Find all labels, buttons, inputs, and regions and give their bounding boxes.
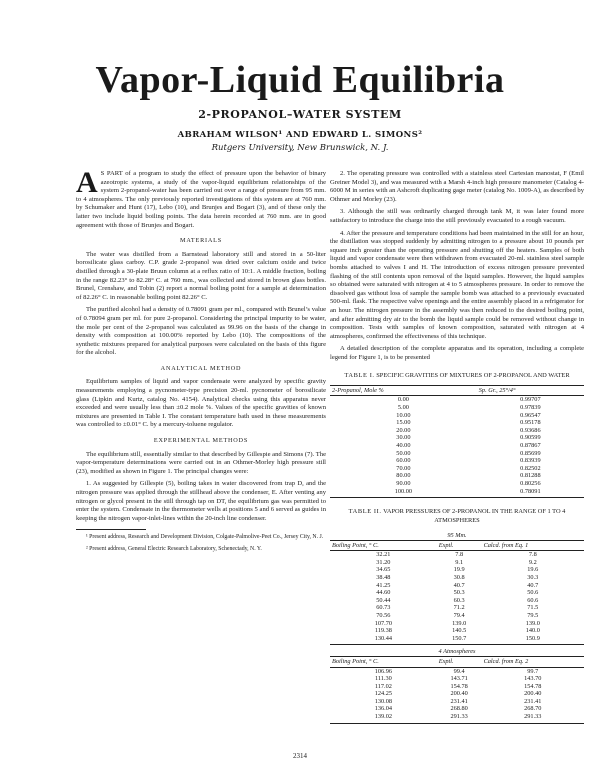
table-cell: 231.41 xyxy=(524,697,542,705)
article-subtitle: 2-PROPANOL–WATER SYSTEM xyxy=(198,108,402,121)
table-2-rows-part-1 xyxy=(330,551,584,645)
table-2-label: TABLE II. xyxy=(348,508,382,516)
table-cell: 80.00 xyxy=(396,472,411,480)
table-cell: 0.93686 xyxy=(520,426,541,434)
table-cell: 154.78 xyxy=(524,682,542,690)
table-1-header: Sp. Gr., 25°/4° xyxy=(477,385,584,396)
table-row xyxy=(330,612,584,620)
table-row xyxy=(330,442,584,450)
table-cell: 60.00 xyxy=(396,457,411,465)
table-2-subhead: 4 Atmospheres xyxy=(438,648,476,656)
table-cell: 291.33 xyxy=(437,713,482,723)
table-cell: 139.02 xyxy=(330,713,437,723)
table-cell: 150.9 xyxy=(482,635,584,645)
table-cell: 79.5 xyxy=(527,611,539,619)
table-row xyxy=(330,559,584,567)
table-cell: 136.04 xyxy=(374,705,393,713)
author-affiliation: Rutgers University, New Brunswick, N. J. xyxy=(211,143,389,153)
table-2-title: VAPOR PRESSURES OF 2-PROPANOL IN THE RANGE OF 1 TO 4 ATMOSPHERES xyxy=(383,508,566,524)
table-1-body xyxy=(330,396,584,498)
table-row xyxy=(330,551,584,559)
table-cell: 0.87867 xyxy=(520,442,541,450)
table-row xyxy=(330,690,584,698)
table-cell: 50.44 xyxy=(376,596,391,604)
table-row xyxy=(330,488,584,498)
table-cell: 130.08 xyxy=(374,697,393,705)
table-2-part-2 xyxy=(330,645,584,667)
table-1-label: TABLE I. xyxy=(344,372,375,380)
table-cell: 140.0 xyxy=(525,627,540,635)
table-cell: 34.65 xyxy=(376,566,391,574)
table-row xyxy=(330,427,584,435)
table-cell: 0.78091 xyxy=(477,488,584,498)
table-cell: 50.3 xyxy=(453,589,465,597)
table-cell: 0.00 xyxy=(397,396,409,404)
table-1-caption xyxy=(330,372,584,380)
table-cell: 60.3 xyxy=(453,596,465,604)
table-row xyxy=(330,472,584,480)
table-cell: 106.96 xyxy=(374,667,393,675)
experimental-heading: EXPERIMENTAL METHODS xyxy=(153,437,249,445)
table-row xyxy=(330,604,584,612)
table-cell: 0.96547 xyxy=(520,411,541,419)
table-cell: 40.7 xyxy=(453,581,465,589)
drop-cap: A xyxy=(76,166,98,199)
table-cell: 10.00 xyxy=(396,411,411,419)
table-cell: 15.00 xyxy=(396,419,411,427)
procedure-paragraph-4: 4. After the pressure and temperature conditions had been maintained in the still for an hour, the distillation was stopped suddenly by admitting nitrogen to a pressure about 10 pounds per square inch greater than the operating pressure and shutting off the heaters. Samples of both liquid and vapor condensate were then withdrawn from evacuated 20-ml. stainless steel sample bombs attached to valves I and H. The introduction of excess nitrogen pressure prevented flashing of the still contents upon removal of the liquid samples. However, the liquid samples so obtained were saturated with nitrogen at 4 to 5 atmospheres pressure. In order to remove the dissolved gas without loss of sample the sample bomb was attached to a previously evacuated 500-ml. flask. The respective valve openings and the entire assembly placed in a refrigerator for an hour. The nitrogen pressure in the assembly was then reduced to the desired boiling point, and after admitting dry air to the bomb the liquid sample could be removed without change in composition. Tests with samples of known composition, saturated with nitrogen at 4 atmospheres, confirmed the effectiveness of this technique. xyxy=(330,229,584,340)
left-column xyxy=(76,166,326,557)
analytical-paragraph: Equilibrium samples of liquid and vapor condensate were analyzed by specific gravity measurements employing a pycnometer-type precision 20-ml. pycnometer of borosilicate glass (Lipkin and Kurtz, catalog No. 4154). Analytical checks using this apparatus never exceeded and were usually less than ±0.2 mole %. Values of the specific gravities of known mixtures are presented in Table I. The constant temperature bath used in these measurements was controlled to ±0.01° C. by a mercury-toluene regulator. xyxy=(76,378,326,429)
table-cell: 32.21 xyxy=(376,551,391,559)
table-cell: 38.48 xyxy=(376,573,391,581)
table-cell: 231.41 xyxy=(450,697,468,705)
table-cell: 7.8 xyxy=(528,551,537,559)
table-row xyxy=(330,675,584,683)
table-row xyxy=(330,597,584,605)
table-cell: 0.81288 xyxy=(520,472,541,480)
table-cell: 20.00 xyxy=(396,426,411,434)
table-cell: 200.40 xyxy=(450,690,468,698)
table-cell: 5.00 xyxy=(397,404,409,412)
table-cell: 0.97839 xyxy=(520,404,541,412)
table-cell: 30.00 xyxy=(396,434,411,442)
table-row xyxy=(330,419,584,427)
table-cell: 143.70 xyxy=(524,675,542,683)
table-row xyxy=(330,635,584,645)
table-cell: 0.95178 xyxy=(520,419,541,427)
table-cell: 40.7 xyxy=(527,581,539,589)
table-cell: 150.7 xyxy=(437,635,482,645)
table-cell: 79.4 xyxy=(453,611,465,619)
table-cell: 41.25 xyxy=(376,581,391,589)
table-2-header: Calcd. from Eq. 2 xyxy=(482,656,584,667)
experimental-paragraph-1: The equilibrium still, essentially similar to that described by Gillespie and Simons (7). The vapor-temperature determinations were carried out in an Othmer-Morley high pressure still (23), modified as shown in Figure 1. The principal changes were: xyxy=(76,450,326,475)
table-2-header: Exptl. xyxy=(437,656,482,667)
table-row xyxy=(330,705,584,713)
right-column xyxy=(330,170,584,724)
table-2-header: Boiling Point, ° C. xyxy=(330,656,437,667)
table-2-header: Boiling Point, ° C. xyxy=(330,540,437,551)
table-cell: 40.00 xyxy=(396,442,411,450)
footnote-1: ¹ Present address, Research and Development Division, Colgate-Palmolive-Peet Co., Jersey City, N. J. xyxy=(86,534,324,541)
analytical-heading: ANALYTICAL METHOD xyxy=(160,364,242,372)
table-row xyxy=(330,713,584,723)
table-cell: 99.4 xyxy=(453,667,465,675)
procedure-paragraph-2: 2. The operating pressure was controlled with a stainless steel Cartesian manostat, F (Emil Greiner Model 3), and was measured with a Marsh 4-inch high pressure manometer (Catalog 4-6000 M in series with an Ashcroft duplicating gage meter (catalog No. 1009-A), as described by Othmer and Morley (23). xyxy=(330,170,584,203)
table-cell: 9.2 xyxy=(528,558,537,566)
table-2-caption xyxy=(330,508,584,525)
table-cell: 200.40 xyxy=(524,690,542,698)
experimental-paragraph-2: 1. As suggested by Gillespie (5), boiling takes in water discovered from trap D, and the nitrogen pressure was applied through the stillhead above the condenser, E. After venting any nitrogen or glycol present in the still through tap on DT, the equilibrium gas was permitted to enter the system. Condensate in the thermometer wells at positions 5 and 6 served as guides in keeping the nitrogen vapor-inlet-lines within the 20-inch line condenser. xyxy=(76,480,326,522)
table-cell: 60.73 xyxy=(376,604,391,612)
table-cell: 291.33 xyxy=(482,713,584,723)
table-cell: 268.80 xyxy=(450,705,468,713)
table-2-rows-part-2 xyxy=(330,667,584,723)
table-row xyxy=(330,450,584,458)
table-row xyxy=(330,620,584,628)
table-row xyxy=(330,574,584,582)
materials-paragraph-1: The water was distilled from a Barnstead laboratory still and stored in a 50-liter borosilicate glass carboy. C.P. grade 2-propanol was dried over calcium oxide and twice distilled through a 30-plate Bruun column at a reflux ratio of 10:1. A middle fraction, boiling in the range 82.23° to 82.28° C. at 760 mm., was collected and stored in brown glass bottles. Brunel, Crenshaw, and Tobin (2) report a normal boiling point for a sample at determination of 82.26° C. in reasonable boiling point 82.26° C. xyxy=(76,250,326,301)
table-cell: 19.6 xyxy=(527,566,539,574)
table-1 xyxy=(330,385,584,498)
table-cell: 99.7 xyxy=(527,667,539,675)
table-row xyxy=(330,698,584,706)
article-title: Vapor-Liquid Equilibria xyxy=(95,59,505,101)
table-2 xyxy=(330,529,584,724)
table-row xyxy=(330,667,584,675)
table-cell: 143.71 xyxy=(450,675,468,683)
table-row xyxy=(330,627,584,635)
table-cell: 60.6 xyxy=(527,596,539,604)
table-cell: 70.00 xyxy=(396,464,411,472)
table-cell: 154.78 xyxy=(450,682,468,690)
table-cell: 111.30 xyxy=(374,675,392,683)
table-row xyxy=(330,582,584,590)
table-cell: 50.00 xyxy=(396,449,411,457)
table-cell: 31.20 xyxy=(376,558,391,566)
footnote-2: ² Present address, General Electric Research Laboratory, Schenectady, N. Y. xyxy=(86,545,262,552)
table-row xyxy=(330,434,584,442)
table-row xyxy=(330,566,584,574)
table-cell: 0.83939 xyxy=(520,457,541,465)
table-cell: 71.2 xyxy=(453,604,465,612)
table-2-subhead: 95 Mm. xyxy=(447,532,467,539)
table-cell: 124.25 xyxy=(374,690,393,698)
table-cell: 117.02 xyxy=(374,682,392,690)
table-1-header: 2-Propanol, Mole % xyxy=(330,385,477,396)
article-authors: ABRAHAM WILSON¹ AND EDWARD L. SIMONS² xyxy=(177,130,423,140)
procedure-paragraph-5: A detailed description of the complete apparatus and its operation, including a complete legend for Figure 1, is to be presented xyxy=(330,345,584,361)
table-cell: 100.00 xyxy=(330,488,477,498)
table-1-title: SPECIFIC GRAVITIES OF MIXTURES OF 2-PROPANOL AND WATER xyxy=(376,372,570,380)
table-cell: 9.1 xyxy=(455,558,464,566)
table-cell: 0.99707 xyxy=(520,396,541,404)
table-cell: 70.56 xyxy=(376,611,391,619)
intro-paragraph xyxy=(76,166,326,230)
table-cell: 140.5 xyxy=(452,627,467,635)
table-cell: 50.6 xyxy=(527,589,539,597)
table-2-header: Exptl. xyxy=(437,540,482,551)
table-row xyxy=(330,457,584,465)
table-cell: 90.00 xyxy=(396,480,411,487)
table-cell: 30.8 xyxy=(453,573,465,581)
procedure-paragraph-3: 3. Although the still was ordinarily charged through tank M, it was later found more satisfactory to introduce the charge into the still previously evacuated to a rough vacuum. xyxy=(330,208,584,224)
table-cell: 139.0 xyxy=(452,619,467,627)
page-number: 2314 xyxy=(293,752,307,760)
materials-paragraph-2: The purified alcohol had a density of 0.78091 gram per ml., compared with Brunel’s value of 0.78094 gram per ml. for pure 2-propanol. Considering the principal impurity to be water, the mole per cent of the 2-propanol was calculated as 99.96 on the basis of the change in density with composition at 100.00% reported by Lebo (10). The compositions of the synthetic mixtures prepared for analytical purposes were calculated on the basis of this figure for the alcohol. xyxy=(76,306,326,357)
table-cell: 119.38 xyxy=(374,627,392,635)
table-cell: 44.60 xyxy=(376,589,391,597)
materials-heading: MATERIALS xyxy=(180,237,222,245)
table-cell: 107.70 xyxy=(374,619,393,627)
table-row xyxy=(330,683,584,691)
table-row xyxy=(330,465,584,473)
table-row xyxy=(330,404,584,412)
table-cell: 139.0 xyxy=(525,619,540,627)
table-cell: 0.80256 xyxy=(520,480,541,487)
table-cell: 71.5 xyxy=(527,604,539,612)
table-row xyxy=(330,396,584,404)
table-cell: 130.44 xyxy=(330,635,437,645)
table-cell: 268.70 xyxy=(524,705,542,713)
intro-text: S PART of a program to study the effect of pressure upon the behavior of binary azeotropic systems, a study of the vapor-liquid equilibrium relationships of the system 2-propanol-water has been carried out over a range of pressure from 95 mm. to 4 atmospheres. The only previously reported investigations of this system are at 760 mm. by Schumaker and Hunt (17), Lebo (10), and Brunjes and Bogart (3), and of these only the latter two include liquid boiling points. The data herein recorded at 760 mm. are in good agreement with those of Brunjes and Bogart. xyxy=(76,170,326,229)
table-2-body xyxy=(330,529,584,551)
table-2-header: Calcd. from Eq. 1 xyxy=(482,540,584,551)
table-cell: 7.8 xyxy=(455,551,464,559)
table-cell: 0.85699 xyxy=(520,449,541,457)
table-cell: 0.90599 xyxy=(520,434,541,442)
table-row xyxy=(330,412,584,420)
table-cell: 0.82502 xyxy=(520,464,541,472)
table-cell: 30.3 xyxy=(527,573,539,581)
table-row xyxy=(330,480,584,488)
table-cell: 19.9 xyxy=(453,566,465,574)
footnote-rule xyxy=(76,529,146,530)
table-row xyxy=(330,589,584,597)
